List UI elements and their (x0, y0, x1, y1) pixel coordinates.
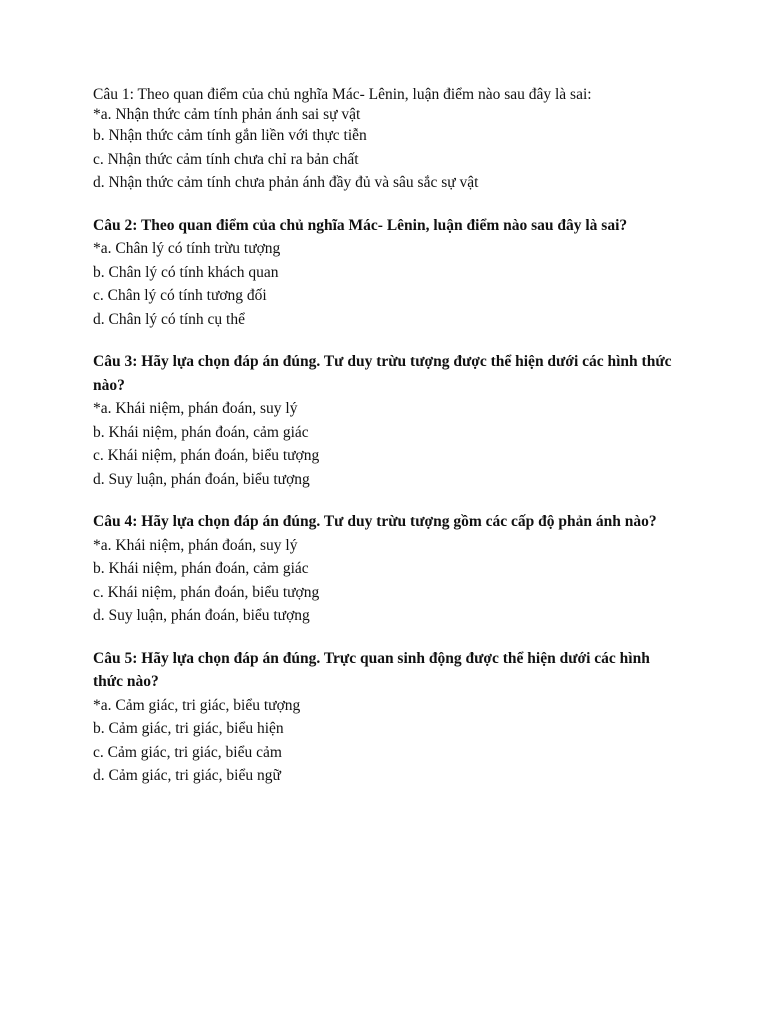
question-4-option-c: c. Khái niệm, phán đoán, biểu tượng (93, 583, 320, 601)
question-1 (93, 85, 683, 195)
question-4-title: Câu 4: Hãy lựa chọn đáp án đúng. Tư duy trừu tượng gồm các cấp độ phản ánh nào? (93, 513, 657, 530)
question-2 (93, 214, 683, 332)
question-3-option-b: b. Khái niệm, phán đoán, cảm giác (93, 423, 309, 441)
question-2-option-c: c. Chân lý có tính tương đối (93, 287, 267, 304)
question-1-option-c: c. Nhận thức cảm tính chưa chỉ ra bản chất (93, 150, 359, 168)
question-4-options (93, 534, 683, 628)
question-5-title: Câu 5: Hãy lựa chọn đáp án đúng. Trực quan sinh động được thể hiện dưới các hình thức nào? (93, 649, 650, 690)
question-2-option-b: b. Chân lý có tính khách quan (93, 263, 279, 281)
question-5-option-d: d. Cảm giác, tri giác, biểu ngữ (93, 767, 281, 784)
question-4-option-d: d. Suy luận, phán đoán, biểu tượng (93, 607, 310, 624)
question-4-option-a: *a. Khái niệm, phán đoán, suy lý (93, 536, 298, 554)
question-5 (93, 647, 683, 788)
question-2-options (93, 237, 683, 331)
question-2-option-a: *a. Chân lý có tính trừu tượng (93, 240, 281, 257)
question-3-options (93, 397, 683, 491)
question-1-title: Câu 1: Theo quan điểm của chủ nghĩa Mác- Lênin, luận điểm nào sau đây là sai: (93, 86, 592, 103)
question-3-title: Câu 3: Hãy lựa chọn đáp án đúng. Tư duy trừu tượng được thể hiện dưới các hình thức nào? (93, 353, 672, 394)
question-1-option-d: d. Nhận thức cảm tính chưa phản ánh đầy đủ và sâu sắc sự vật (93, 174, 479, 191)
question-2-option-d: d. Chân lý có tính cụ thể (93, 310, 245, 328)
question-1-option-a: *a. Nhận thức cảm tính phản ánh sai sự vật (93, 106, 361, 123)
question-1-option-b: b. Nhận thức cảm tính gắn liền với thực tiễn (93, 127, 367, 144)
question-5-option-b: b. Cảm giác, tri giác, biểu hiện (93, 720, 284, 737)
question-4-option-b: b. Khái niệm, phán đoán, cảm giác (93, 560, 309, 577)
document-page (93, 85, 683, 788)
question-4 (93, 510, 683, 628)
question-5-option-a: *a. Cảm giác, tri giác, biểu tượng (93, 696, 301, 714)
question-5-options (93, 694, 683, 788)
question-3 (93, 350, 683, 491)
question-3-option-c: c. Khái niệm, phán đoán, biểu tượng (93, 447, 320, 464)
question-3-option-a: *a. Khái niệm, phán đoán, suy lý (93, 400, 298, 417)
question-5-option-c: c. Cảm giác, tri giác, biểu cảm (93, 743, 282, 761)
question-3-option-d: d. Suy luận, phán đoán, biểu tượng (93, 470, 310, 488)
question-1-options (93, 105, 683, 195)
question-2-title: Câu 2: Theo quan điểm của chủ nghĩa Mác- Lênin, luận điểm nào sau đây là sai? (93, 216, 628, 234)
